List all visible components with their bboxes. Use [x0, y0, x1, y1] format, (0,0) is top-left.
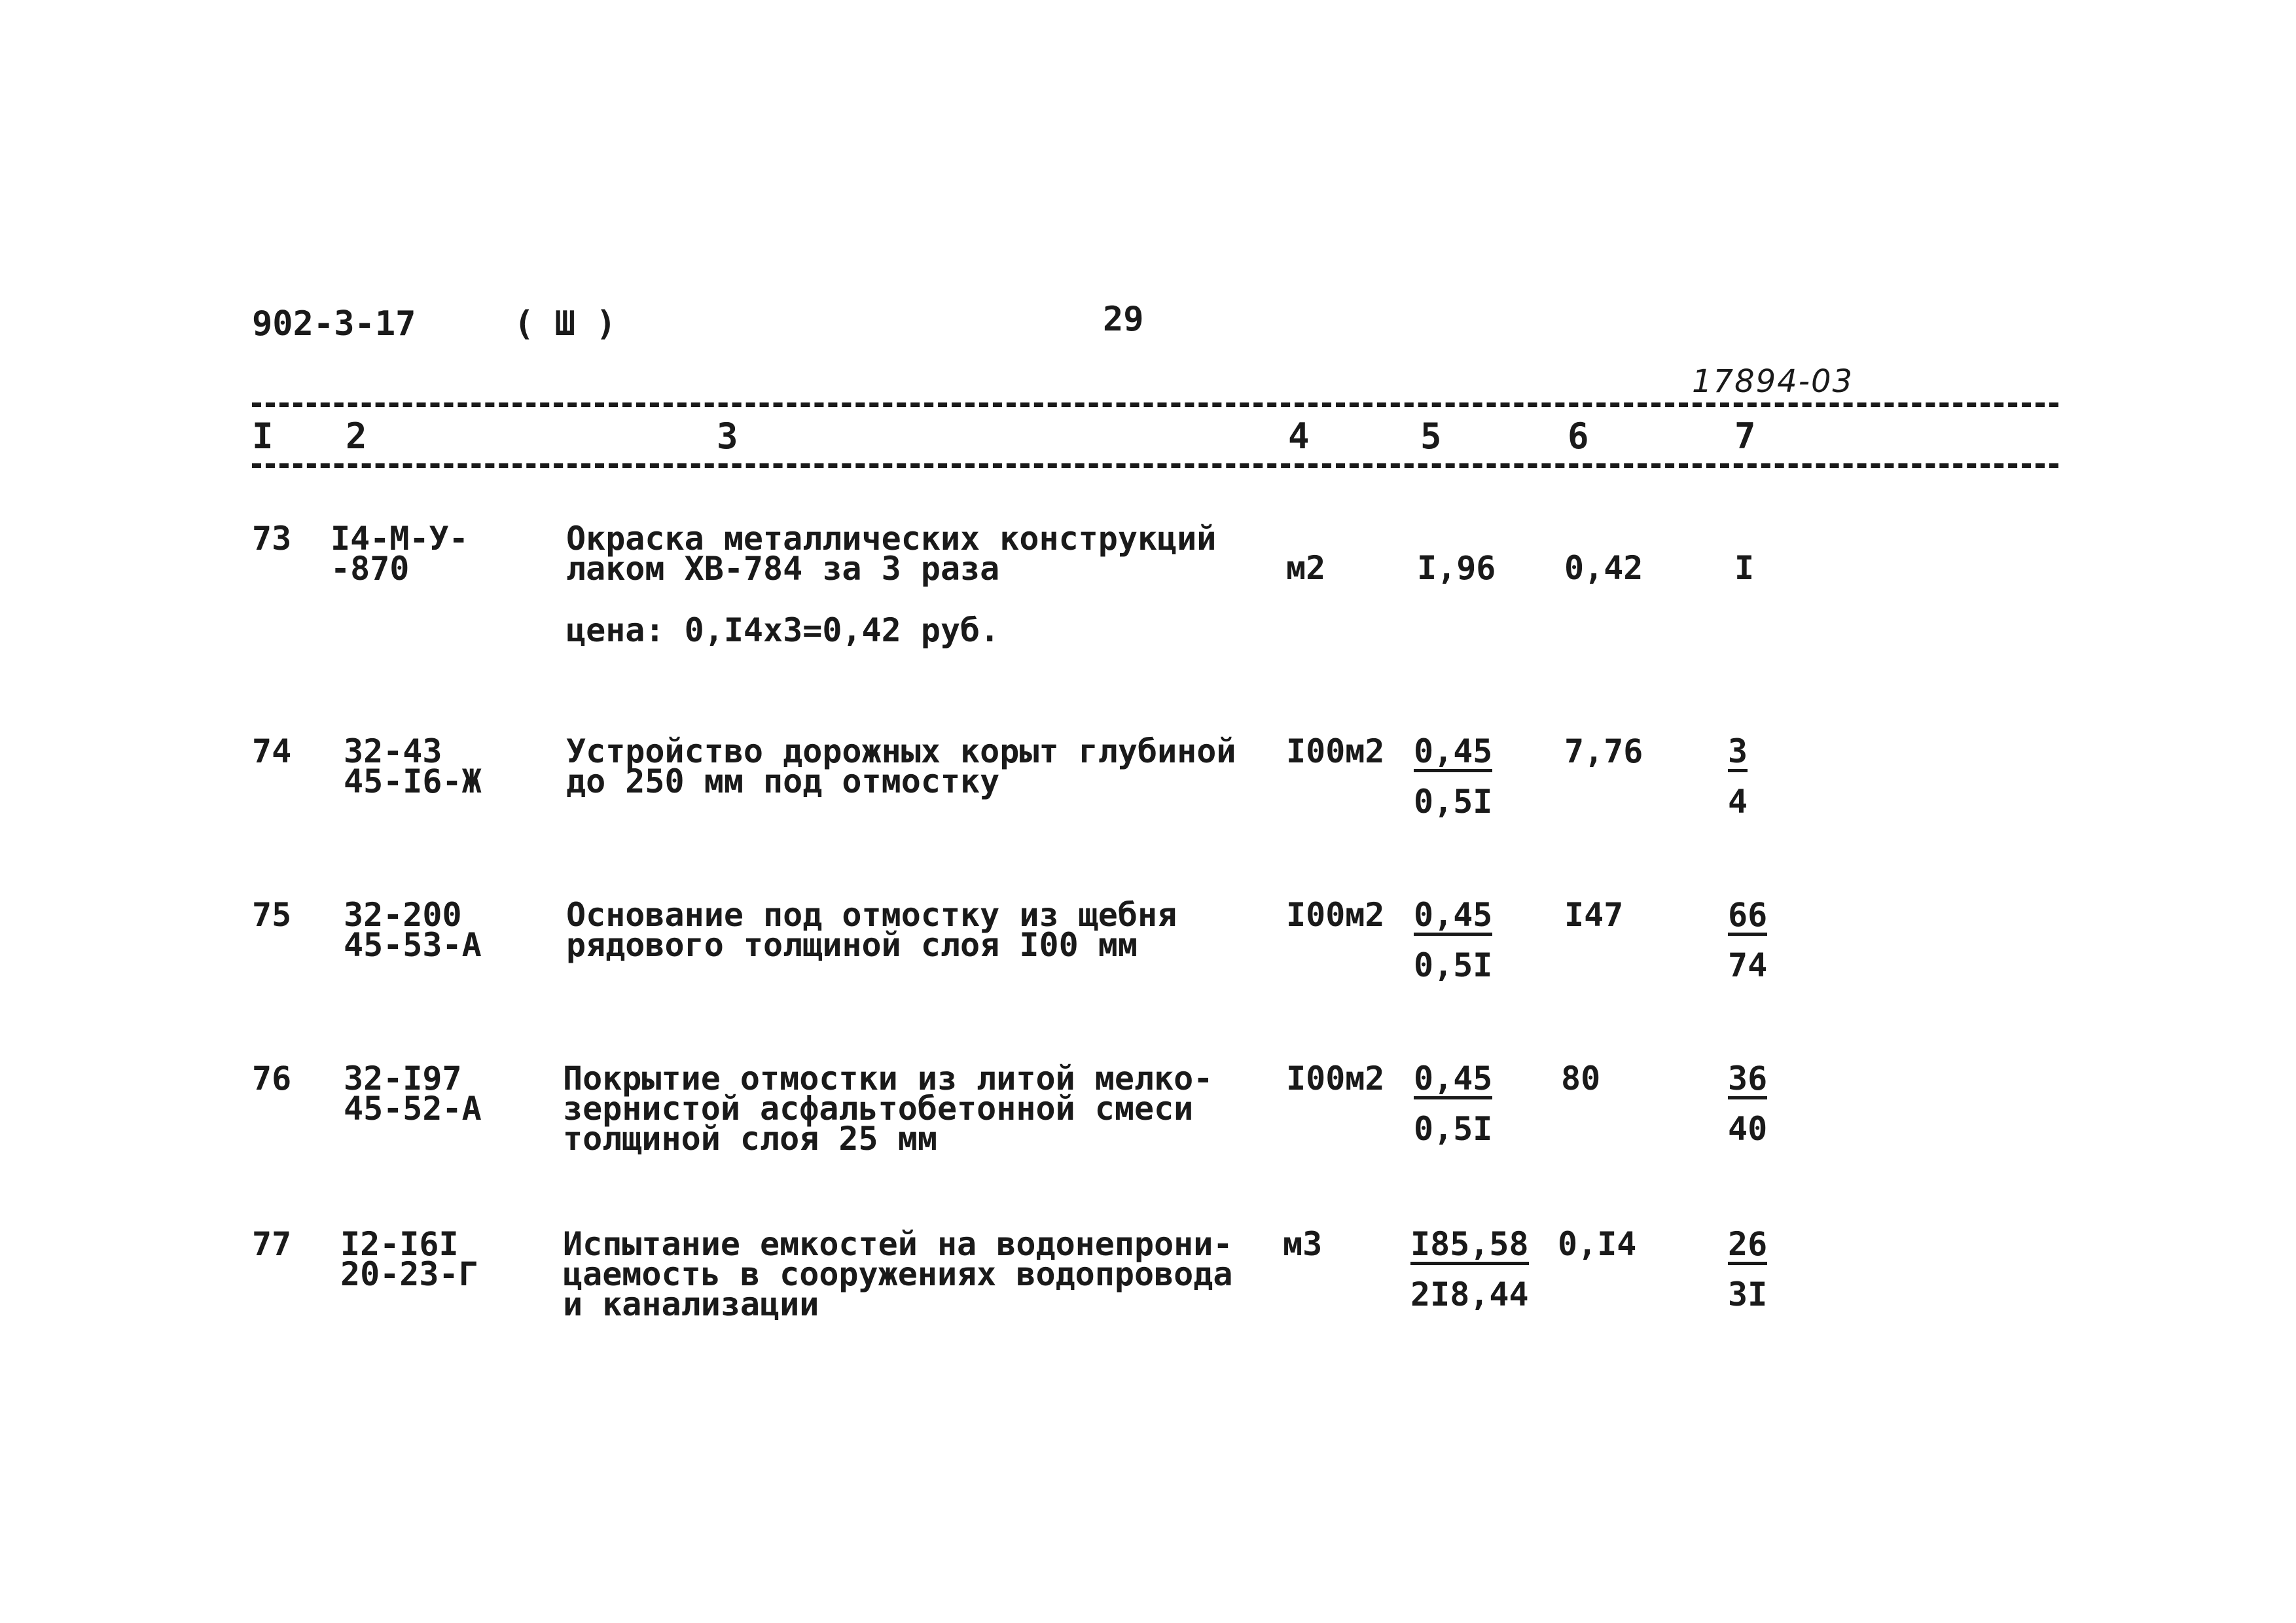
unit-price: I47	[1564, 896, 1624, 934]
row-number: 74	[252, 732, 292, 770]
page-number: 29	[1103, 300, 1144, 339]
quantity-numerator: I85,58	[1410, 1229, 1529, 1265]
unit-price: 80	[1561, 1060, 1601, 1097]
total-numerator: 36	[1728, 1063, 1767, 1099]
norm-code: 32-43 45-I6-Ж	[344, 732, 482, 800]
table-header-rule	[252, 463, 2058, 468]
unit: м3	[1283, 1225, 1323, 1263]
quantity-denominator: 2I8,44	[1410, 1275, 1529, 1313]
document-code: 902-3-17	[252, 304, 416, 344]
total-denominator: 40	[1728, 1110, 1768, 1148]
total-fraction	[1728, 896, 1768, 984]
unit-price: 0,I4	[1558, 1225, 1637, 1263]
work-description: Покрытие отмостки из литой мелко- зернистой асфальтобетонной смеси толщиной слоя 25 мм	[563, 1060, 1213, 1158]
total-numerator: 26	[1728, 1229, 1767, 1265]
quantity-numerator: 0,45	[1414, 900, 1492, 936]
total-fraction	[1728, 732, 1748, 821]
quantity: I,96	[1417, 549, 1496, 587]
work-description: Устройство дорожных корыт глубиной до 250 мм под отмостку	[566, 732, 1236, 800]
total-cost: I	[1734, 549, 1755, 587]
work-description: Основание под отмостку из щебня рядового толщиной слоя I00 мм	[566, 896, 1177, 964]
quantity-fraction	[1414, 1060, 1493, 1148]
section-label: ( Ш )	[514, 304, 617, 344]
column-header-1: I	[252, 416, 274, 457]
unit: м2	[1286, 549, 1326, 587]
work-description: Окраска металлических конструкций лаком ХВ-784 за 3 раза	[566, 520, 1217, 588]
total-numerator: 3	[1728, 736, 1748, 772]
unit-price: 0,42	[1564, 549, 1643, 587]
price-note: цена: 0,I4х3=0,42 руб.	[566, 611, 1000, 649]
column-header-5: 5	[1420, 416, 1442, 457]
column-header-3: 3	[717, 416, 738, 457]
total-denominator: 4	[1728, 783, 1748, 821]
row-number: 77	[252, 1225, 292, 1263]
column-header-4: 4	[1288, 416, 1310, 457]
norm-code: 32-I97 45-52-А	[344, 1060, 482, 1128]
row-number: 75	[252, 896, 292, 934]
unit: I00м2	[1286, 1060, 1385, 1097]
column-header-7: 7	[1734, 416, 1756, 457]
total-denominator: 74	[1728, 946, 1768, 984]
row-number: 76	[252, 1060, 292, 1097]
column-header-2: 2	[346, 416, 367, 457]
norm-code: 32-200 45-53-А	[344, 896, 482, 964]
total-fraction	[1728, 1060, 1768, 1148]
total-fraction	[1728, 1225, 1768, 1313]
table-top-rule	[252, 402, 2058, 407]
quantity-fraction	[1414, 896, 1493, 984]
norm-code: I2-I6I 20-23-Г	[340, 1225, 478, 1293]
work-description: Испытание емкостей на водонепрони- цаемость в сооружениях водопровода и канализации	[563, 1225, 1233, 1323]
quantity-numerator: 0,45	[1414, 1063, 1492, 1099]
quantity-denominator: 0,5I	[1414, 946, 1493, 984]
unit: I00м2	[1286, 732, 1385, 770]
quantity-numerator: 0,45	[1414, 736, 1492, 772]
row-number: 73	[252, 520, 292, 558]
norm-code: I4-M-У- -870	[331, 520, 469, 588]
column-header-6: 6	[1568, 416, 1589, 457]
quantity-denominator: 0,5I	[1414, 1110, 1493, 1148]
inventory-stamp: 17894-03	[1692, 363, 1854, 400]
quantity-fraction	[1410, 1225, 1529, 1313]
unit-price: 7,76	[1564, 732, 1643, 770]
quantity-fraction	[1414, 732, 1493, 821]
total-denominator: 3I	[1728, 1275, 1768, 1313]
total-numerator: 66	[1728, 900, 1767, 936]
quantity-denominator: 0,5I	[1414, 783, 1493, 821]
unit: I00м2	[1286, 896, 1385, 934]
